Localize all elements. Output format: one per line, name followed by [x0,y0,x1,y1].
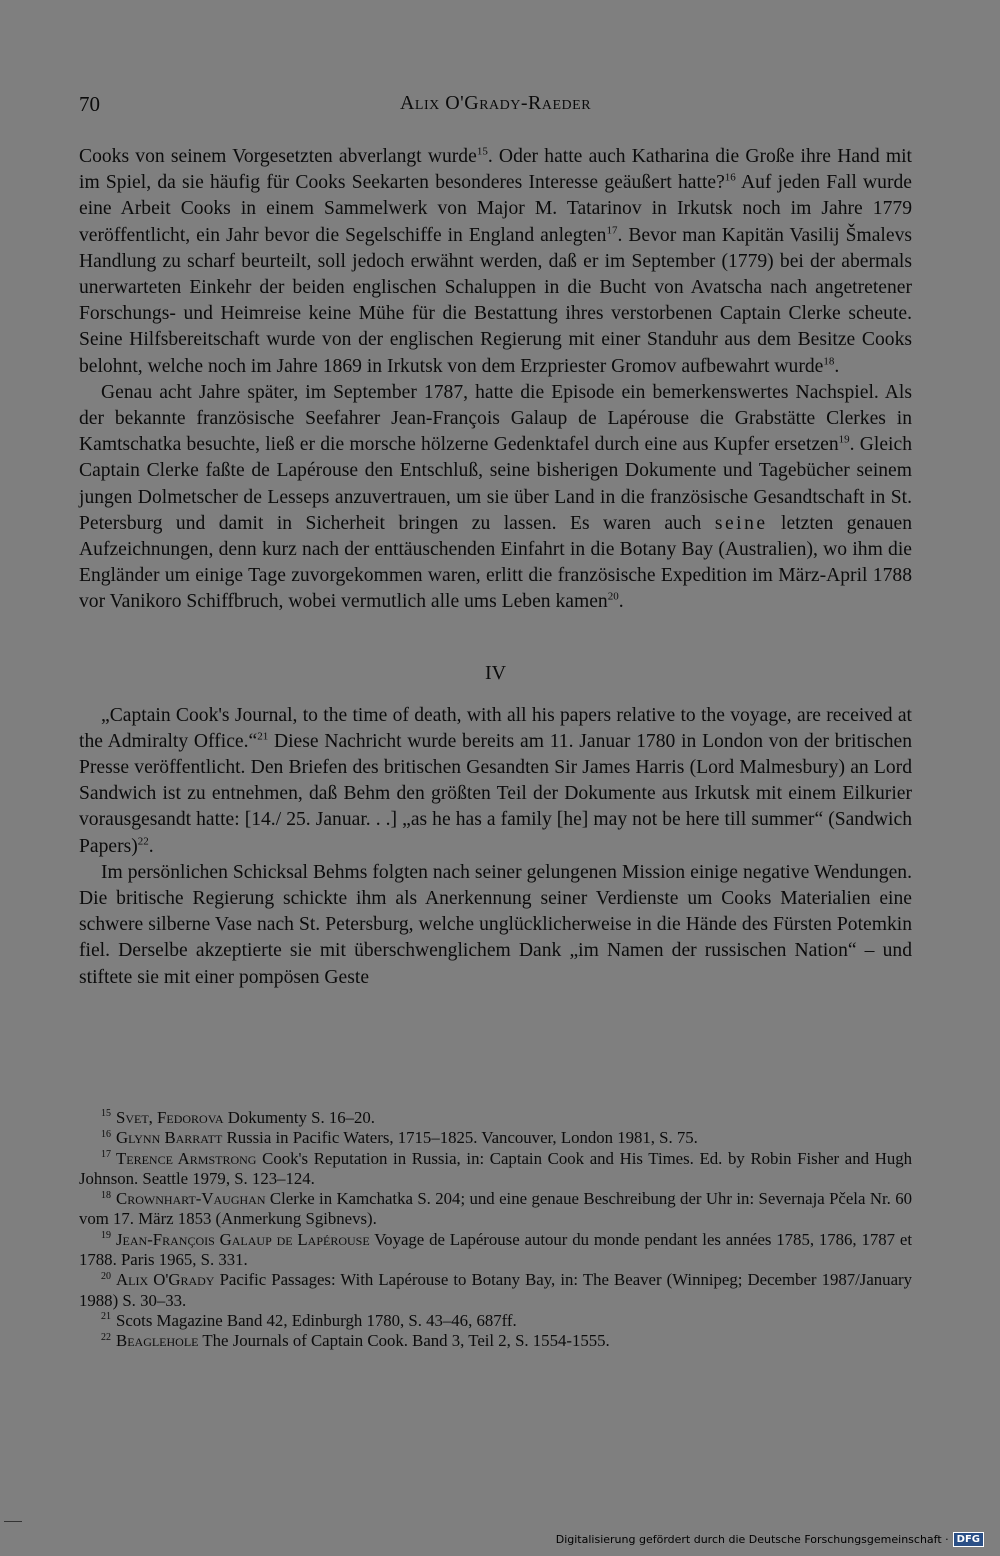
emphasis: seine [714,512,768,534]
text-run: „Captain Cook's Journal, to the time of death, with all his papers relative to the voyage, are received at the Admiralty Office.“ [79,704,912,752]
footnote [79,1311,912,1331]
footnote-number: 15 [101,1108,111,1120]
footnote-number: 20 [101,1270,111,1282]
footnote-number: 18 [101,1189,111,1201]
footnote-author: Crownhart-Vaughan [116,1189,266,1209]
footnote [79,1149,912,1190]
footnotes [79,1108,912,1352]
footnote-number: 19 [101,1230,111,1242]
body-text [79,144,912,991]
footnote-ref: 22 [137,835,149,848]
paragraph-1 [79,144,912,380]
footnote [79,1331,912,1351]
footnote-text: Dokumenty S. 16–20. [223,1108,375,1127]
footnote-text: Russia in Pacific Waters, 1715–1825. Vancouver, London 1981, S. 75. [222,1128,698,1148]
text-run: . [618,591,624,613]
footnote-text: Cook's Reputation in Russia, in: Captain Cook and His Times. Ed. by Robin Fisher and Hugh Johnson. Seattle 1979, S. 123–124. [79,1148,912,1188]
section-heading: IV [484,661,507,684]
footnote-text: Scots Magazine Band 42, Edinburgh 1780, S. 43–46, 687ff. [116,1310,517,1330]
footnote-number: 22 [101,1331,111,1343]
paragraph-3 [79,703,912,860]
footnote-ref: 20 [607,590,619,603]
footnote-author: Jean-François Galaup de Lapérouse [116,1229,370,1249]
text-run: Diese Nachricht wurde bereits am 11. Januar 1780 in London von der britischen Presse veröffentlicht. Den Briefen des britischen Gesandten Sir James Harris (Lord Malmesbury) an Lord Sandwich ist zu entnehmen, daß Behm den größten Teil der Dokumente aus Irkutsk mit einem Eilkurier vorausgesandt hatte: [14./ 25. Januar. . .] „as he has a family [he] may not be here till summer“ (Sandwich Papers) [79,730,912,857]
footnote-author: Glynn Barratt [116,1128,223,1148]
footnote-text: Voyage de Lapérouse autour du monde pendant les années 1785, 1786, 1787 et 1788. Paris 1965, S. 331. [79,1229,912,1270]
digitization-credit [556,1530,984,1548]
footnote-ref: 15 [476,145,488,158]
footnote-ref: 16 [724,171,736,184]
text-run: . Gleich Captain Clerke faßte de Lapérouse den Entschluß, seine bisherigen Dokumente und Tagebücher seinem jungen Dolmetscher de Lesseps anzuvertrauen, um sie über Land in die französische Gesandtschaft in St. Petersburg und damit in Sicherheit bringen zu lassen. Es waren auch [79,434,912,534]
text-run: . Oder hatte auch Katharina die Große ihre Hand mit im Spiel, da sie häufig für Cooks Seekarten besonderes Interesse geäußert hatte? [79,146,912,194]
footnote-number: 21 [101,1311,111,1323]
text-run: Genau acht Jahre später, im September 1787, hatte die Episode ein bemerkenswertes Nachspiel. Als der bekannte französische Seefahrer Jean-François Galaup de Lapérouse die Grabstätte Clerkes in Kamtschatka besuchte, ließ er die morsche hölzerne Gedenktafel durch eine aus Kupfer ersetzen [79,381,912,456]
footnote [79,1128,912,1148]
footnote-ref: 21 [257,730,269,743]
text-run: . [148,835,154,857]
text-run: Im persönlichen Schicksal Behms folgten nach seiner gelungenen Mission einige negative Wendungen. Die britische Regierung schickte ihm als Anerkennung seiner Verdienste um Cooks Materialien eine schwere silberne Vase nach St. Petersburg, welche unglücklicherweise in die Hände des Fürsten Potemkin fiel. Derselbe akzeptierte sie mit überschwenglichem Dank „im Namen der russischen Nation“ – und stiftete sie mit einer pompösen Geste [79,861,912,988]
footnote-ref: 17 [606,224,618,237]
footnote-text: Clerke in Kamchatka S. 204; und eine genaue Beschreibung der Uhr in: Severnaja Pčela Nr. 60 vom 17. März 1853 (Anmerkung Sgibnevs). [79,1189,912,1229]
footnote-ref: 18 [823,355,835,368]
text-run: . [834,355,840,377]
page-header [79,92,912,122]
footnote-author: Svet, Fedorova [116,1108,224,1127]
footnote-ref: 19 [838,433,850,446]
footnote-author: Alix O'Grady [116,1270,215,1290]
text-run: Auf jeden Fall wurde eine Arbeit Cooks in einem Sammelwerk von Major M. Tatarinov in Irkutsk noch im Jahre 1779 veröffentlicht, ein Jahr bevor die Segelschiffe in England anlegten [79,172,912,246]
page-number: 70 [79,92,100,116]
footnote [79,1108,912,1128]
scan-mark [4,1521,22,1522]
footnote-author: Terence Armstrong [116,1148,257,1168]
footnote [79,1230,912,1271]
credit-text: Digitalisierung gefördert durch die Deutsche Forschungsgemeinschaft · [555,1532,949,1546]
footnote-number: 16 [101,1128,111,1140]
footnote [79,1270,912,1311]
footnote-author: Beaglehole [116,1331,199,1351]
dfg-logo-icon: DFG [953,1532,984,1547]
footnote-text: The Journals of Captain Cook. Band 3, Teil 2, S. 1554-1555. [198,1331,610,1351]
running-head: Alix O'Grady-Raeder [399,92,592,114]
footnote-text: Pacific Passages: With Lapérouse to Botany Bay, in: The Beaver (Winnipeg; December 1987/January 1988) S. 30–33. [79,1270,912,1310]
footnote-number: 17 [101,1149,111,1160]
paragraph-4 [79,860,912,991]
text-run: Cooks von seinem Vorgesetzten abverlangt wurde [79,146,477,167]
footnote [79,1189,912,1230]
paragraph-2 [79,380,912,616]
text-run: letzten genauen Aufzeichnungen, denn kurz nach der enttäuschenden Einfahrt in die Botany Bay (Australien), wo ihm die Engländer um einige Tage zuvorgekommen waren, erlitt die französische Expedition im März-April 1788 vor Vanikoro Schiffbruch, wobei vermutlich alle ums Leben kamen [79,512,913,613]
text-run: . Bevor man Kapitän Vasilij Šmalevs Handlung zu scharf beurteilt, soll jedoch erwähnt werden, daß er im September (1779) bei der abermals unerwarteten Einkehr der beiden englischen Schaluppen in die Bucht von Avatscha nach angetretener Forschungs- und Heimreise keine Mühe für die Bestattung ihres verstorbenen Captain Clerke scheute. Seine Hilfsbereitschaft wurde von der englischen Regierung mit einer Standuhr aus dem Besitze Cooks belohnt, welche noch im Jahre 1869 in Irkutsk von dem Erzpriester Gromov aufbewahrt wurde [79,224,912,377]
